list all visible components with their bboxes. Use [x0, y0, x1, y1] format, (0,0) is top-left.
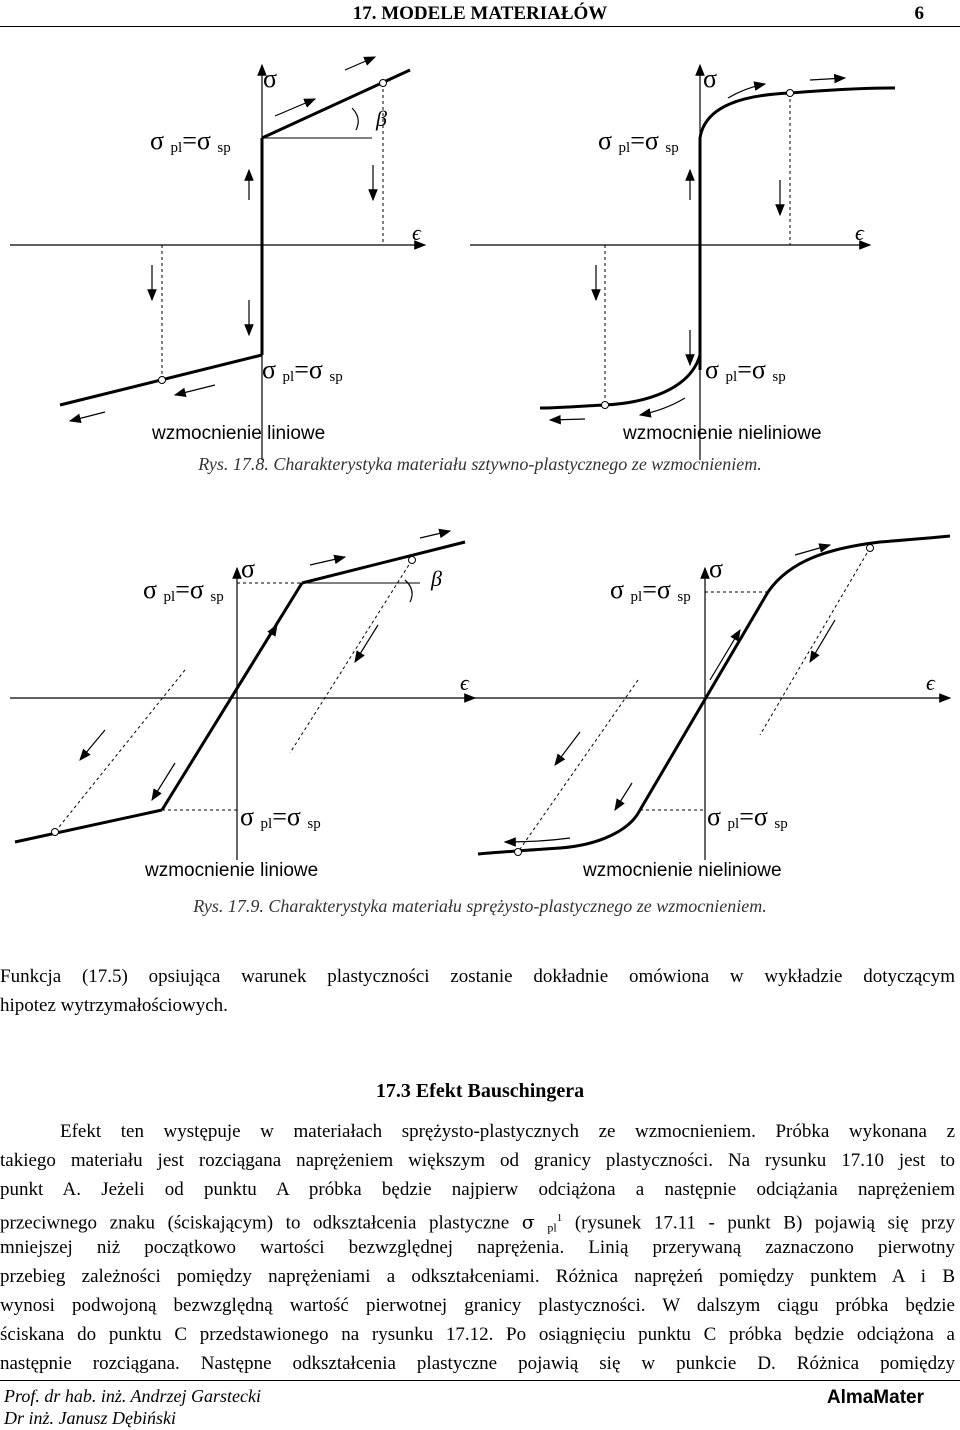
- point-upper: [380, 80, 387, 87]
- yield-stress-label: σ $_{pl}$=σ $_{sp}$: [262, 355, 343, 385]
- beta-label: β: [431, 566, 442, 591]
- diagram-nonlinear-hardening: [470, 65, 895, 460]
- loading-arrow: [310, 557, 345, 565]
- point-upper: [787, 90, 794, 97]
- yield-stress-label: σ $_{pl}$=σ $_{sp}$: [610, 575, 691, 605]
- unloading-arrow: [640, 398, 685, 415]
- figure-label-left: wzmocnienie liniowe: [145, 860, 319, 881]
- text-line: następnie rozciągana. Następne odkształcenia plastyczne pojawią się w punkcie D. Różnica pomiędzy: [0, 1353, 955, 1374]
- yield-stress-label: σ $_{pl}$=σ $_{sp}$: [150, 126, 231, 156]
- unloading-arrow: [550, 419, 585, 420]
- intro-paragraph: [0, 962, 955, 1020]
- text-line: takiego materiału jest rozciągana naprężeniem większym od granicy plastyczności. Na rysunku 17.10 jest to: [0, 1150, 955, 1171]
- yield-stress-label: σ $_{pl}$=σ $_{sp}$: [598, 126, 679, 156]
- sigma-axis-label: σ: [241, 554, 256, 583]
- point-lower: [159, 377, 166, 384]
- text-line: mniejszej niż początkowo wartości bezwzględnej naprężenia. Linią przerywaną zaznaczono pierwotny: [0, 1237, 955, 1258]
- text-line: Funkcja (17.5) opsiująca warunek plastyczności zostanie dokładnie omówiona w wykładzie dotyczącym: [0, 966, 955, 987]
- unload-dashed-line: [760, 548, 870, 735]
- point-upper: [867, 545, 874, 552]
- loading-arrow: [240, 625, 277, 685]
- epsilon-axis-label: ϵ: [855, 220, 864, 245]
- reload-dashed-line: [55, 670, 185, 832]
- yield-stress-label: σ $_{pl}$=σ $_{sp}$: [705, 355, 786, 385]
- lower-nonlinear-curve: [540, 355, 700, 408]
- section-heading: 17.3 Efekt Bauschingera: [375, 1080, 585, 1102]
- chapter-title: 17. MODELE MATERIAŁÓW: [352, 3, 608, 24]
- loading-arrow: [275, 99, 315, 116]
- loading-arrow: [810, 78, 845, 80]
- yield-stress-label: σ $_{pl}$=σ $_{sp}$: [240, 802, 321, 832]
- page-number: 6: [914, 3, 924, 24]
- epsilon-axis-label: ϵ: [412, 220, 421, 245]
- epsilon-axis-label: ϵ: [926, 670, 935, 695]
- page-footer: [0, 1380, 960, 1430]
- body-paragraph: [0, 1117, 955, 1378]
- unloading-arrow: [615, 783, 632, 810]
- figure-17-9: [0, 520, 960, 930]
- unloading-arrow: [810, 620, 835, 662]
- authors: [4, 1385, 261, 1429]
- beta-angle-arc: [352, 108, 358, 130]
- text-line: Efekt ten występuje w materiałach sprężysto-plastycznych ze wzmocnieniem. Próbka wykonana z: [60, 1121, 955, 1142]
- loading-arrow: [345, 57, 375, 70]
- figure-label-right: wzmocnienie nieliniowe: [623, 423, 822, 444]
- diagram-linear-hardening: [10, 57, 425, 460]
- elastic-branch: [162, 583, 302, 810]
- unloading-arrow: [80, 730, 105, 760]
- point-lower: [52, 829, 59, 836]
- unloading-arrow: [555, 732, 580, 765]
- sigma-axis-label: σ: [709, 554, 724, 583]
- lower-hardening-line: [15, 810, 162, 842]
- reload-dashed-line: [518, 680, 638, 852]
- text-line: przeciwnego znaku (ściskającym) to odkształcenia plastyczne σ $pl^1$ (rysunek 17.11 - punkt B) pojawią się przy: [0, 1211, 956, 1235]
- sigma-symbol: σ: [521, 1211, 535, 1234]
- author-name: Dr inż. Janusz Dębiński: [4, 1408, 176, 1428]
- yield-stress-label: σ $_{pl}$=σ $_{sp}$: [143, 575, 224, 605]
- figure-label-left: wzmocnienie liniowe: [152, 423, 326, 444]
- unload-dashed-line: [290, 560, 412, 753]
- figure-17-8-drawing: [0, 0, 960, 480]
- text-line: hipotez wytrzymałościowych.: [0, 995, 228, 1016]
- sigma-axis-label: σ: [263, 64, 278, 93]
- author-name: Prof. dr hab. inż. Andrzej Garstecki: [4, 1386, 261, 1406]
- beta-label: β: [376, 106, 387, 131]
- text-line: wynosi podwojoną bezwzględną wartość pierwotnej granicy plastyczności. W dalszym ciągu próbka będzie: [0, 1295, 955, 1316]
- publisher-brand: AlmaMater: [826, 1387, 924, 1408]
- loading-arrow: [710, 630, 740, 680]
- text-line: ściskana do punktu C przedstawionego na rysunku 17.12. Po osiągnięciu punktu C próbka będzie odciążona a: [0, 1324, 955, 1345]
- figure-caption: Rys. 17.9. Charakterystyka materiału sprężysto-plastycznego ze wzmocnieniem.: [193, 896, 767, 916]
- figure-label-right: wzmocnienie nieliniowe: [583, 860, 782, 881]
- loading-arrow: [420, 531, 450, 538]
- point-upper: [409, 557, 416, 564]
- unloading-arrow: [355, 625, 378, 662]
- epsilon-axis-label: ϵ: [460, 670, 469, 695]
- upper-hardening-line: [262, 70, 410, 138]
- point-lower: [602, 402, 609, 409]
- figure-caption: Rys. 17.8. Charakterystyka materiału sztywno-plastycznego ze wzmocnieniem.: [198, 454, 762, 474]
- unloading-arrow: [70, 412, 105, 421]
- point-lower: [515, 849, 522, 856]
- lower-nonlinear-curve: [478, 810, 640, 854]
- sigma-axis-label: σ: [703, 64, 718, 93]
- yield-stress-label: σ $_{pl}$=σ $_{sp}$: [707, 802, 788, 832]
- unloading-arrow: [505, 838, 570, 842]
- figure-17-8: [0, 0, 960, 480]
- text-line: przebieg zależności pomiędzy naprężeniami a odkształceniami. Różnica naprężeń pomiędzy punktem A i B: [0, 1266, 955, 1287]
- upper-nonlinear-curve: [700, 88, 895, 370]
- text-line: punkt A. Jeżeli od punktu A próbka będzie najpierw odciążona a następnie odciążania naprężeniem: [0, 1179, 955, 1200]
- unloading-arrow: [175, 385, 215, 395]
